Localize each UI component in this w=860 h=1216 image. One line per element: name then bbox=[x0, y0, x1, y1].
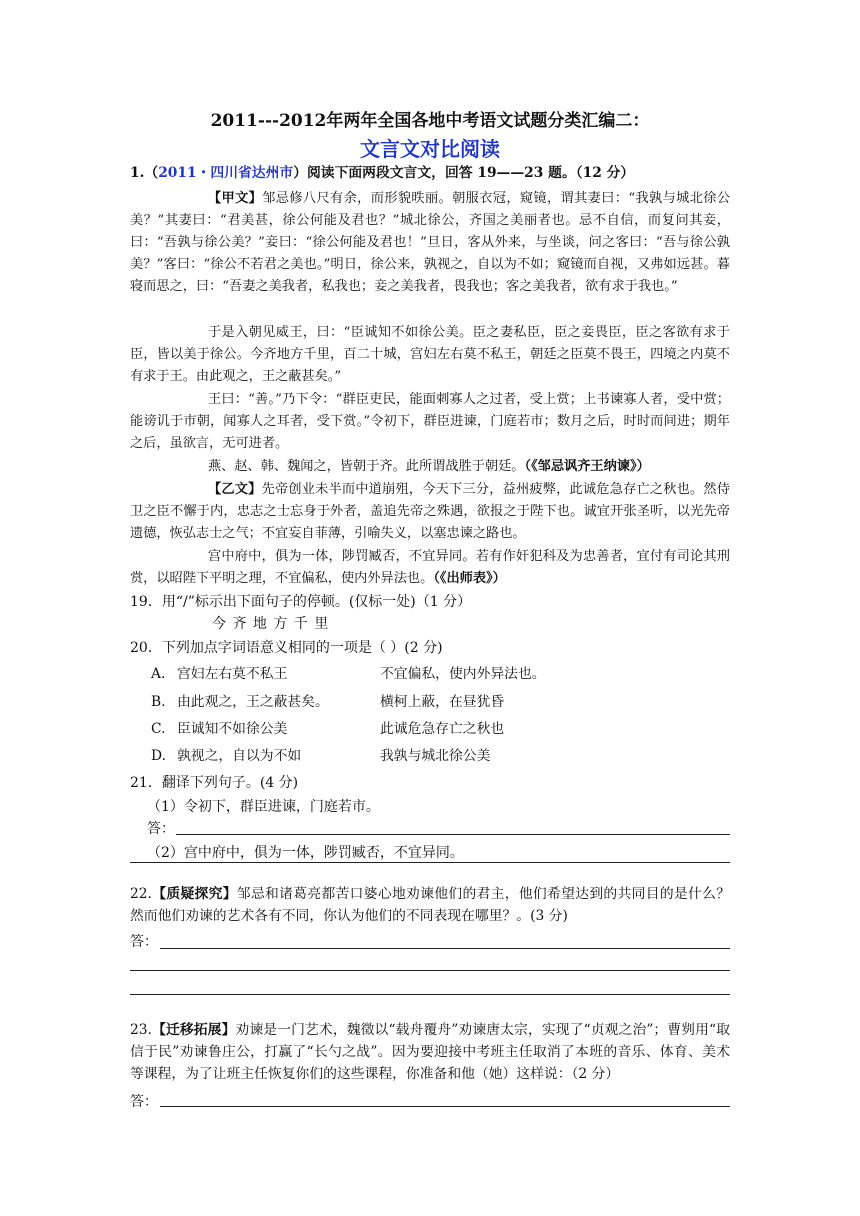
option-d-right: 我孰与城北徐公美 bbox=[380, 748, 491, 764]
option-a-letter: A. bbox=[151, 666, 166, 682]
question-22-answer-line-2[interactable] bbox=[130, 970, 730, 971]
yi-paragraph-1: 【乙文】先帝创业未半而中道崩殂，今天下三分，益州疲弊，此诚危急存亡之秋也。然侍卫之臣不懈于内，忠志之士忘身于外者，盖追先帝之殊遇，欲报之于陛下也。诚宜开张圣听，以光先帝遗德，恢弘志士之气；不宜妄自菲薄，引喻失义，以塞忠谏之路也。 bbox=[130, 482, 731, 541]
jia-source: （《邹忌讽齐王纳谏》） bbox=[524, 459, 650, 474]
option-b-left: 由此观之，王之蔽甚矣。 bbox=[177, 694, 329, 710]
question-21: 21．翻译下列句子。(4 分) bbox=[130, 775, 299, 791]
jia-tag: 【甲文】 bbox=[208, 191, 263, 206]
question-21-answer-label: 答： bbox=[147, 821, 175, 837]
question-21-answer-line-2[interactable] bbox=[130, 862, 730, 863]
yi-source: （《出师表》） bbox=[433, 571, 506, 586]
question-23: 23.【迁移拓展】劝谏是一门艺术，魏徵以“载舟覆舟”劝谏唐太宗，实现了“贞观之治”；曹刿用“取信于民”劝谏鲁庄公，打赢了“长勺之战”。因为要迎接中考班主任取消了本班的音乐、体育、美术等课程，为了让班主任恢复你们的这些课程，你准备和他（她）这样说：（2 分） bbox=[130, 1022, 730, 1082]
question-23-tag: 【迁移拓展】 bbox=[151, 1022, 236, 1038]
question-19-sentence: 今 齐 地 方 千 里 bbox=[212, 616, 330, 632]
jia-paragraph-4: 燕、赵、韩、魏闻之，皆朝于齐。此所谓战胜于朝廷。（《邹忌讽齐王纳谏》） bbox=[208, 459, 650, 474]
question-21-sentence-2: （2）宫中府中，俱为一体，陟罚臧否，不宜异同。 bbox=[147, 845, 464, 861]
document-title: 2011---2012年两年全国各地中考语文试题分类汇编二： bbox=[210, 111, 650, 131]
option-b-letter: B. bbox=[151, 694, 166, 710]
question-22-answer-line-3[interactable] bbox=[130, 994, 730, 995]
question-23-answer-label: 答： bbox=[130, 1094, 158, 1110]
question-23-answer-line[interactable] bbox=[160, 1106, 730, 1107]
jia-paragraph-2: 于是入朝见威王，曰：“臣诚知不如徐公美。臣之妻私臣，臣之妾畏臣，臣之客欲有求于臣，皆以美于徐公。今齐地方千里，百二十城，宫妇左右莫不私王，朝廷之臣莫不畏王，四境之内莫不有求于王。由此观之，王之蔽甚矣。” bbox=[130, 325, 730, 384]
question-21-answer-line-1[interactable] bbox=[176, 834, 730, 835]
question-19: 19．用“/”标示出下面句子的停顿。(仅标一处)（1 分） bbox=[130, 594, 472, 610]
option-c-right: 此诚危急存亡之秋也 bbox=[380, 721, 505, 737]
yi-paragraph-2: 宫中府中，俱为一体，陟罚臧否，不宜异同。若有作奸犯科及为忠善者，宜付有司论其刑赏，以昭陛下平明之理，不宜偏私，使内外异法也。（《出师表》） bbox=[130, 549, 730, 586]
jia-paragraph-3: 王曰：“善。”乃下令：“群臣吏民，能面刺寡人之过者，受上赏；上书谏寡人者，受中赏；能谤讥于市朝，闻寡人之耳者，受下赏。”令初下，群臣进谏，门庭若市；数月之后，时时而间进；期年之后，虽欲言，无可进者。 bbox=[130, 392, 730, 451]
option-d-left: 孰视之，自以为不如 bbox=[177, 748, 302, 764]
question-22-answer-line-1[interactable] bbox=[160, 948, 730, 949]
question-22: 22.【质疑探究】邹忌和诸葛亮都苦口婆心地劝谏他们的君主，他们希望达到的共同目的是什么？然而他们劝谏的艺术各有不同，你认为他们的不同表现在哪里？。(3 分) bbox=[130, 886, 731, 924]
question-20: 20．下列加点字词语意义相同的一项是（ ）(2 分) bbox=[130, 640, 443, 656]
yi-tag: 【乙文】 bbox=[208, 482, 262, 497]
question-21-sentence-1: （1）令初下，群臣进谏，门庭若市。 bbox=[147, 799, 380, 815]
question-22-tag: 【质疑探究】 bbox=[151, 886, 237, 902]
question-22-answer-label: 答： bbox=[130, 934, 158, 950]
question-1-header: 1.（2011・四川省达州市）阅读下面两段文言文，回答 19——23 题。（12 分） bbox=[130, 165, 635, 181]
option-a-right: 不宜偏私，使内外异法也。 bbox=[380, 666, 546, 682]
section-title: 文言文对比阅读 bbox=[360, 137, 500, 161]
source-link[interactable]: 2011・四川省达州市 bbox=[158, 165, 294, 181]
jia-paragraph-1: 【甲文】邹忌修八尺有余，而形貌昳丽。朝服衣冠，窥镜，谓其妻曰：“我孰与城北徐公美？”其妻曰：“君美甚，徐公何能及君也？”城北徐公，齐国之美丽者也。忌不自信，而复问其妾，曰：“吾孰与徐公美？”妾曰：“徐公何能及君也！”旦日，客从外来，与坐谈，问之客曰：“吾与徐公孰美？”客曰：“徐公不若君之美也。”明日，徐公来，孰视之，自以为不如；窥镜而自视，又弗如远甚。暮寝而思之，曰：“吾妻之美我者，私我也；妾之美我者，畏我也；客之美我者，欲有求于我也。” bbox=[130, 191, 731, 294]
option-b-right: 横柯上蔽，在昼犹昏 bbox=[380, 694, 505, 710]
option-c-left: 臣诚知不如徐公美 bbox=[177, 721, 288, 737]
option-a-left: 宫妇左右莫不私王 bbox=[177, 666, 288, 682]
option-c-letter: C. bbox=[151, 721, 166, 737]
option-d-letter: D. bbox=[151, 748, 166, 764]
